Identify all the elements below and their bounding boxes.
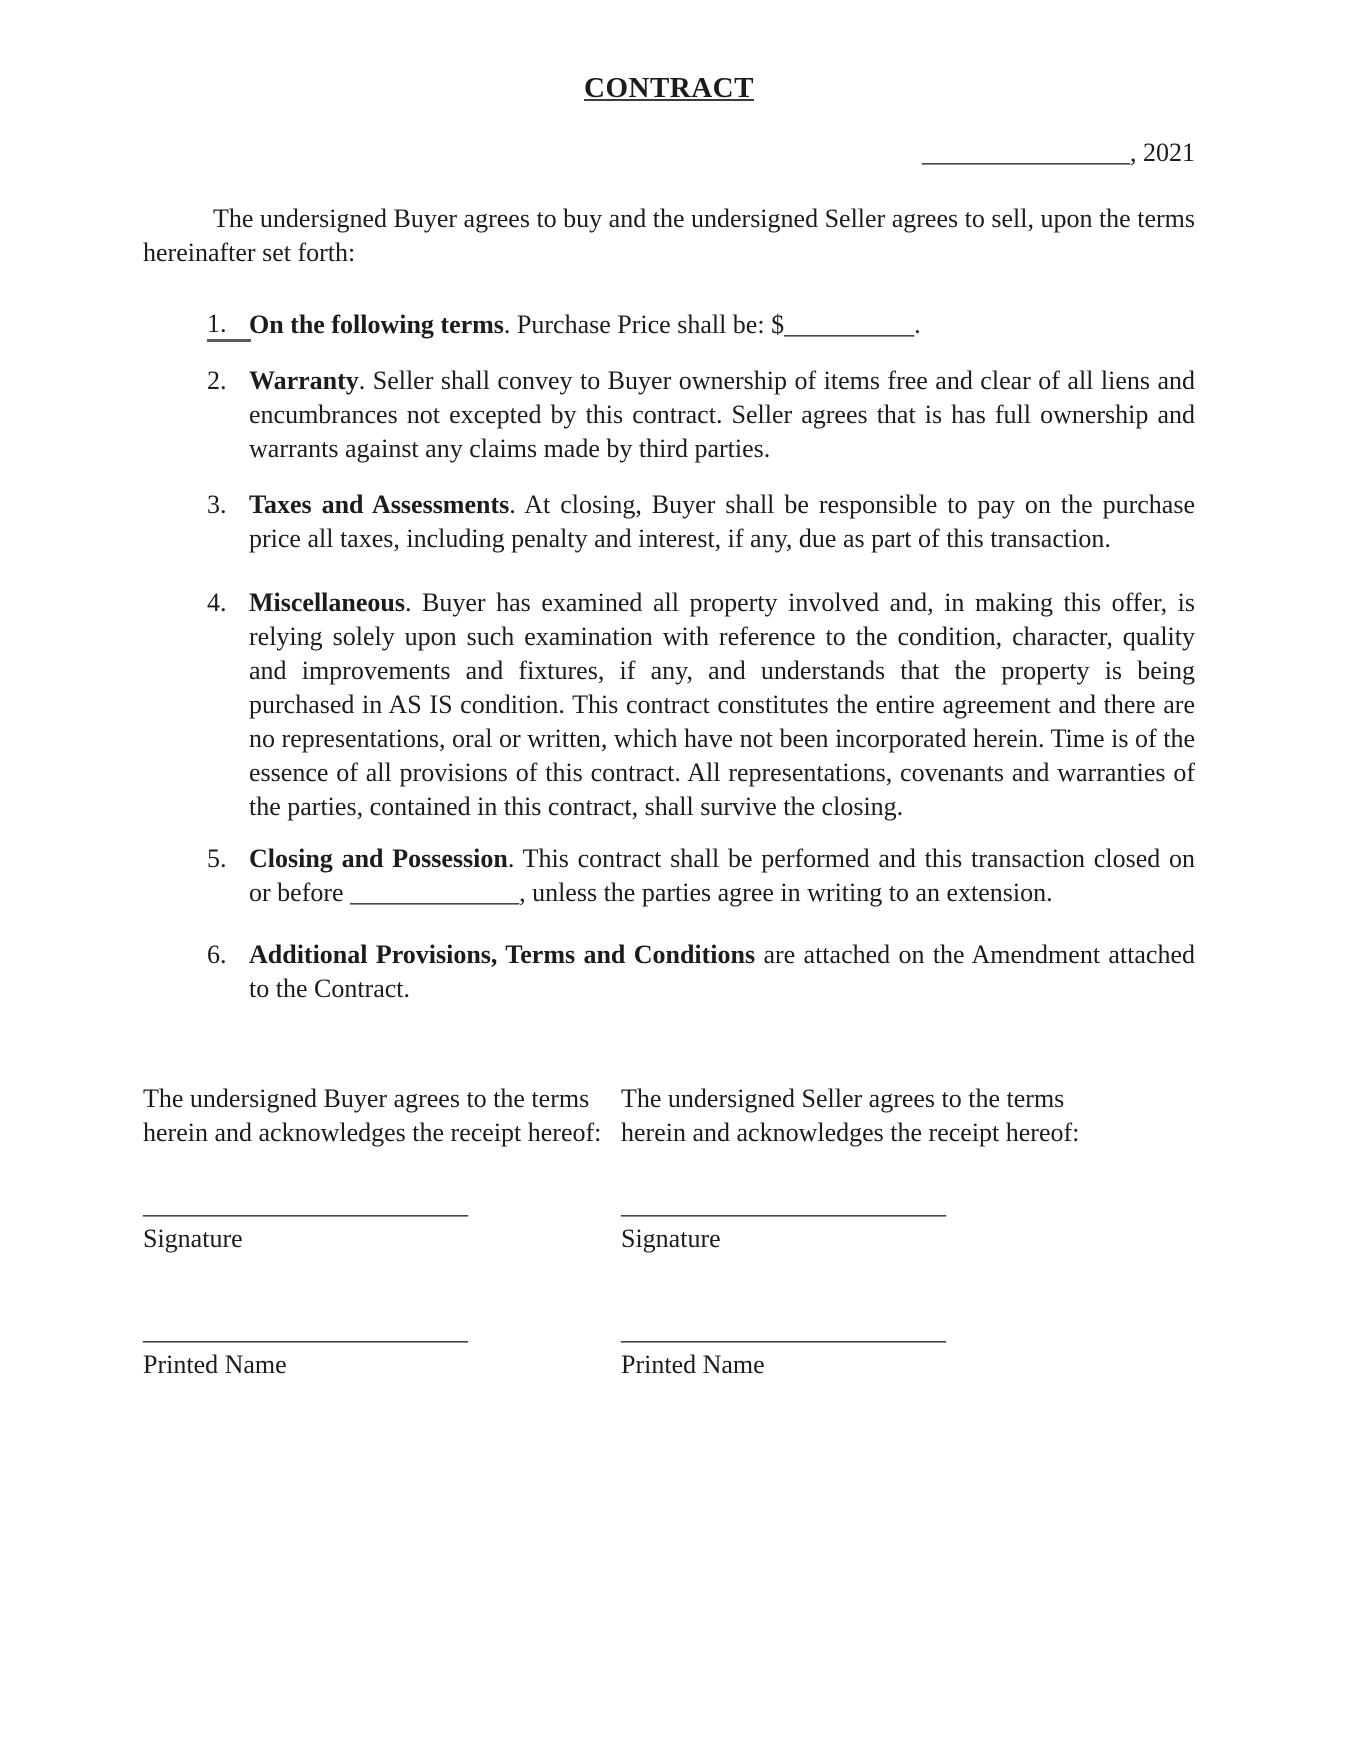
item-6-text: are attached on the Amendment attached to the Contract. [249,940,1195,1003]
seller-signature-line[interactable]: _________________________ [621,1190,946,1219]
contract-item-2 [143,364,1195,466]
buyer-signature-line[interactable]: _________________________ [143,1190,468,1219]
seller-agreement-text: The undersigned Seller agrees to the terms herein and acknowledges the receipt hereof: [621,1084,1080,1147]
item-3-heading: Taxes and Assessments [249,490,510,519]
item-4-heading: Miscellaneous [249,588,405,617]
item-4-text: . Buyer has examined all property involved and, in making this offer, is relying solely upon such examination with reference to the condition, character, quality and improvements and fixtures, if any, and understands that the property is being purchased in AS IS condition. This contract constitutes the entire agreement and there are no representations, oral or written, which have not been incorporated herein. Time is of the essence of all provisions of this contract. All representations, covenants and warranties of the parties, contained in this contract, shall survive the closing. [249,588,1195,821]
item-2-number: 2. [207,366,227,395]
contract-item-6 [143,938,1195,1006]
item-1-text-tail: . [914,310,921,339]
purchase-price-blank-field[interactable]: __________ [784,310,915,339]
item-3-number: 3. [207,490,227,519]
seller-printed-name-label: Printed Name [621,1350,765,1379]
signature-section [143,1082,1195,1382]
buyer-printed-name-line[interactable]: _________________________ [143,1316,468,1345]
buyer-signature-block [143,1082,613,1382]
item-1-text: . Purchase Price shall be: $ [503,310,785,339]
seller-printed-name-line[interactable]: _________________________ [621,1316,946,1345]
intro-paragraph: The undersigned Buyer agrees to buy and the undersigned Seller agrees to sell, upon the terms hereinafter set forth: [143,204,1195,267]
item-3-text: . At closing, Buyer shall be responsible to pay on the purchase price all taxes, including penalty and interest, if any, due as part of this transaction. [249,490,1196,553]
item-5-heading: Closing and Possession [249,844,508,873]
contract-item-3 [143,488,1195,556]
seller-signature-label: Signature [621,1224,721,1253]
item-6-heading: Additional Provisions, Terms and Conditions [249,940,756,969]
date-year-text: , 2021 [1130,138,1195,167]
item-6-number: 6. [207,940,227,969]
seller-signature-block [621,1082,1091,1382]
item-5-text-tail: , unless the parties agree in writing to an extension. [519,878,1053,907]
item-5-text: . This contract shall be performed and this transaction closed on or before [249,844,1195,907]
buyer-agreement-text: The undersigned Buyer agrees to the terms herein and acknowledges the receipt hereof: [143,1084,602,1147]
item-5-number: 5. [207,844,227,873]
item-1-heading: On the following terms [249,310,504,339]
item-2-heading: Warranty [249,366,359,395]
contract-item-5 [143,842,1195,910]
document-title: CONTRACT [584,72,754,104]
item-4-number: 4. [207,588,227,617]
contract-item-1 [143,308,1195,342]
date-line [143,136,1195,170]
date-blank-field[interactable]: ________________ [922,138,1130,167]
item-2-text: . Seller shall convey to Buyer ownership of items free and clear of all liens and encumbrances not excepted by this contract. Seller agrees that is has full ownership and warrants against any claims made by third parties. [249,366,1195,463]
buyer-signature-label: Signature [143,1224,243,1253]
closing-date-blank-field[interactable]: _____________ [350,878,520,907]
contract-item-4 [143,586,1195,824]
buyer-printed-name-label: Printed Name [143,1350,287,1379]
item-1-number: 1. [207,308,251,342]
